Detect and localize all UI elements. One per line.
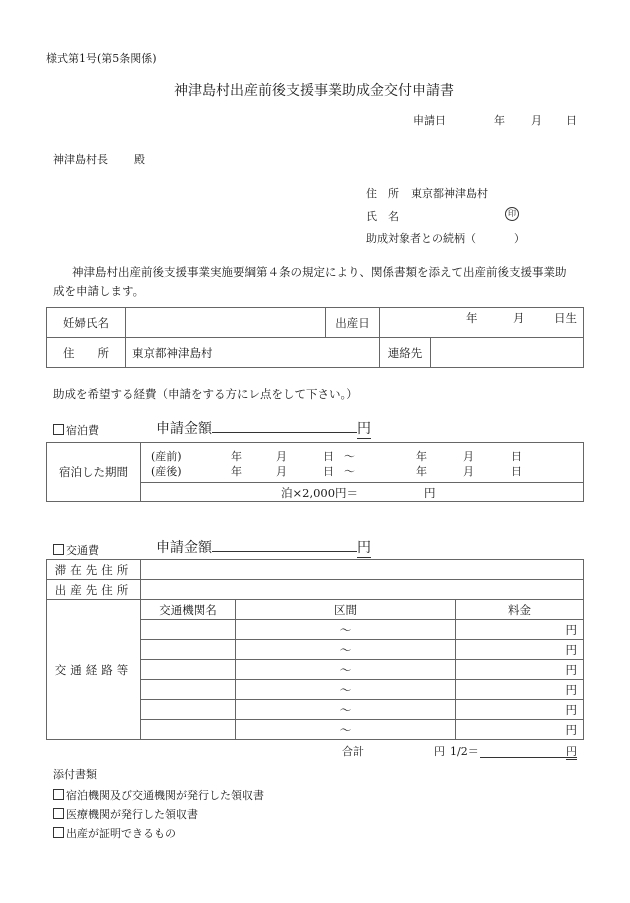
lodging-period-y2: 年 xyxy=(416,449,427,463)
fee-field[interactable]: 円 xyxy=(456,720,584,740)
lodging-calc[interactable] xyxy=(141,483,584,502)
address-row xyxy=(47,338,584,368)
fee-field[interactable]: 円 xyxy=(456,680,584,700)
transport-amount xyxy=(156,537,371,558)
fee-field[interactable]: 円 xyxy=(456,620,584,640)
transport-header-row xyxy=(47,600,584,620)
contact-field[interactable] xyxy=(431,338,584,368)
address-field[interactable]: 東京都神津島村 xyxy=(126,338,380,368)
mother-name-label: 妊婦氏名 xyxy=(47,308,126,338)
lodging-period-d1: 日 xyxy=(323,449,334,463)
column-header-carrier: 交通機関名 xyxy=(141,600,236,620)
birth-date-field[interactable] xyxy=(380,308,584,338)
applicant-info-table xyxy=(46,307,584,368)
seal-mark-icon: 印 xyxy=(505,207,519,221)
address-label: 住 所 xyxy=(47,338,126,368)
transport-checkbox-label: 交通費 xyxy=(66,544,99,557)
lodging-period-d1: 日 xyxy=(323,464,334,478)
lodging-period-label: 宿泊した期間 xyxy=(47,443,141,502)
lodging-period-m2: 月 xyxy=(463,464,474,478)
lodging-period-y2: 年 xyxy=(416,464,427,478)
application-date-month: 月 xyxy=(531,114,542,127)
attachment-label: 出産が証明できるもの xyxy=(66,827,176,840)
expense-instruction: 助成を希望する経費（申請をする方にレ点をして下さい。） xyxy=(53,387,358,401)
lodging-calc-yen: 円 xyxy=(424,486,436,500)
section-field[interactable]: ～ xyxy=(236,720,456,740)
section-field[interactable]: ～ xyxy=(236,640,456,660)
carrier-field[interactable] xyxy=(141,660,236,680)
section-field[interactable]: ～ xyxy=(236,620,456,640)
lodging-period-m1: 月 xyxy=(276,449,287,463)
applicant-address-label: 住 所 xyxy=(366,187,399,200)
route-label: 交通経路等 xyxy=(47,600,141,740)
contact-label: 連絡先 xyxy=(380,338,431,368)
intro-text-line2: 成を申請します。 xyxy=(53,284,145,298)
lodging-checkbox[interactable] xyxy=(53,422,99,438)
attachment-label: 医療機関が発行した領収書 xyxy=(66,808,198,821)
lodging-amount xyxy=(156,418,371,439)
stay-address-label: 滞在先住所 xyxy=(47,560,141,580)
lodging-amount-label: 申請金額 xyxy=(156,421,212,437)
applicant-address-value[interactable]: 東京都神津島村 xyxy=(411,187,488,200)
lodging-period-y1: 年 xyxy=(231,449,242,463)
fee-field[interactable]: 円 xyxy=(456,700,584,720)
stay-address-field[interactable] xyxy=(141,560,584,580)
attachments-heading: 添付書類 xyxy=(53,768,97,781)
column-header-fee: 料金 xyxy=(456,600,584,620)
lodging-calc-text: 泊×2,000円＝ xyxy=(281,486,359,500)
carrier-field[interactable] xyxy=(141,640,236,660)
attachment-item[interactable] xyxy=(53,825,176,841)
section-field[interactable]: ～ xyxy=(236,680,456,700)
lodging-checkbox-box[interactable] xyxy=(53,424,64,435)
section-field[interactable]: ～ xyxy=(236,660,456,680)
total-label: 合計 xyxy=(342,745,364,758)
page-title: 神津島村出産前後支援事業助成金交付申請書 xyxy=(174,83,454,99)
addressee-name: 神津島村長 xyxy=(53,153,108,166)
addressee-honorific: 殿 xyxy=(134,153,145,166)
lodging-checkbox-label: 宿泊費 xyxy=(66,424,99,437)
half-label: 1/2＝ xyxy=(450,745,479,758)
lodging-period-m2: 月 xyxy=(463,449,474,463)
lodging-period-table xyxy=(46,442,584,502)
lodging-period-label: (産後) xyxy=(151,464,182,478)
mother-name-field[interactable] xyxy=(126,308,326,338)
lodging-period-tilde: ～ xyxy=(344,464,355,478)
form-number: 様式第1号(第5条関係) xyxy=(46,52,157,65)
transport-checkbox-box[interactable] xyxy=(53,544,64,555)
transport-amount-label: 申請金額 xyxy=(156,540,212,556)
intro-text-line1: 神津島村出産前後支援事業実施要綱第４条の規定により、関係書類を添えて出産前後支援事業助 xyxy=(72,265,567,279)
application-date-day: 日 xyxy=(566,114,577,127)
fee-field[interactable]: 円 xyxy=(456,660,584,680)
birth-year-unit: 年 xyxy=(466,311,478,325)
birth-month-unit: 月 xyxy=(513,311,525,325)
carrier-field[interactable] xyxy=(141,680,236,700)
attachment-label: 宿泊機関及び交通機関が発行した領収書 xyxy=(66,789,264,802)
relation-close: ） xyxy=(514,232,525,245)
birth-date-label: 出産日 xyxy=(326,308,380,338)
total-yen: 円 xyxy=(434,745,445,758)
fee-field[interactable]: 円 xyxy=(456,640,584,660)
birth-day-unit: 日生 xyxy=(554,311,577,325)
carrier-field[interactable] xyxy=(141,620,236,640)
lodging-amount-yen: 円 xyxy=(357,418,371,439)
half-amount-field[interactable] xyxy=(480,757,577,758)
applicant-name-label: 氏 名 xyxy=(366,210,399,223)
lodging-period-y1: 年 xyxy=(231,464,242,478)
attachment-checkbox[interactable] xyxy=(53,808,64,819)
lodging-period-d2: 日 xyxy=(511,464,522,478)
column-header-section: 区間 xyxy=(236,600,456,620)
lodging-period-label: (産前) xyxy=(151,449,182,463)
lodging-period-tilde: ～ xyxy=(344,449,355,463)
lodging-period-dates[interactable] xyxy=(141,443,584,483)
transport-amount-field[interactable] xyxy=(212,551,357,552)
attachment-item[interactable] xyxy=(53,806,198,822)
section-field[interactable]: ～ xyxy=(236,700,456,720)
application-date-year: 年 xyxy=(494,114,505,127)
transport-amount-yen: 円 xyxy=(357,537,371,558)
half-yen: 円 xyxy=(566,745,577,758)
birth-address-field[interactable] xyxy=(141,580,584,600)
birth-address-label: 出産先住所 xyxy=(47,580,141,600)
transport-checkbox[interactable] xyxy=(53,542,99,558)
relation-label: 助成対象者との続柄（ xyxy=(366,232,476,245)
attachment-item[interactable] xyxy=(53,787,264,803)
lodging-period-m1: 月 xyxy=(276,464,287,478)
attachment-checkbox[interactable] xyxy=(53,789,64,800)
attachment-checkbox[interactable] xyxy=(53,827,64,838)
application-date-label: 申請日 xyxy=(413,114,446,127)
carrier-field[interactable] xyxy=(141,700,236,720)
lodging-amount-field[interactable] xyxy=(212,432,357,433)
mother-name-row xyxy=(47,308,584,338)
carrier-field[interactable] xyxy=(141,720,236,740)
lodging-period-d2: 日 xyxy=(511,449,522,463)
transport-table xyxy=(46,559,584,740)
